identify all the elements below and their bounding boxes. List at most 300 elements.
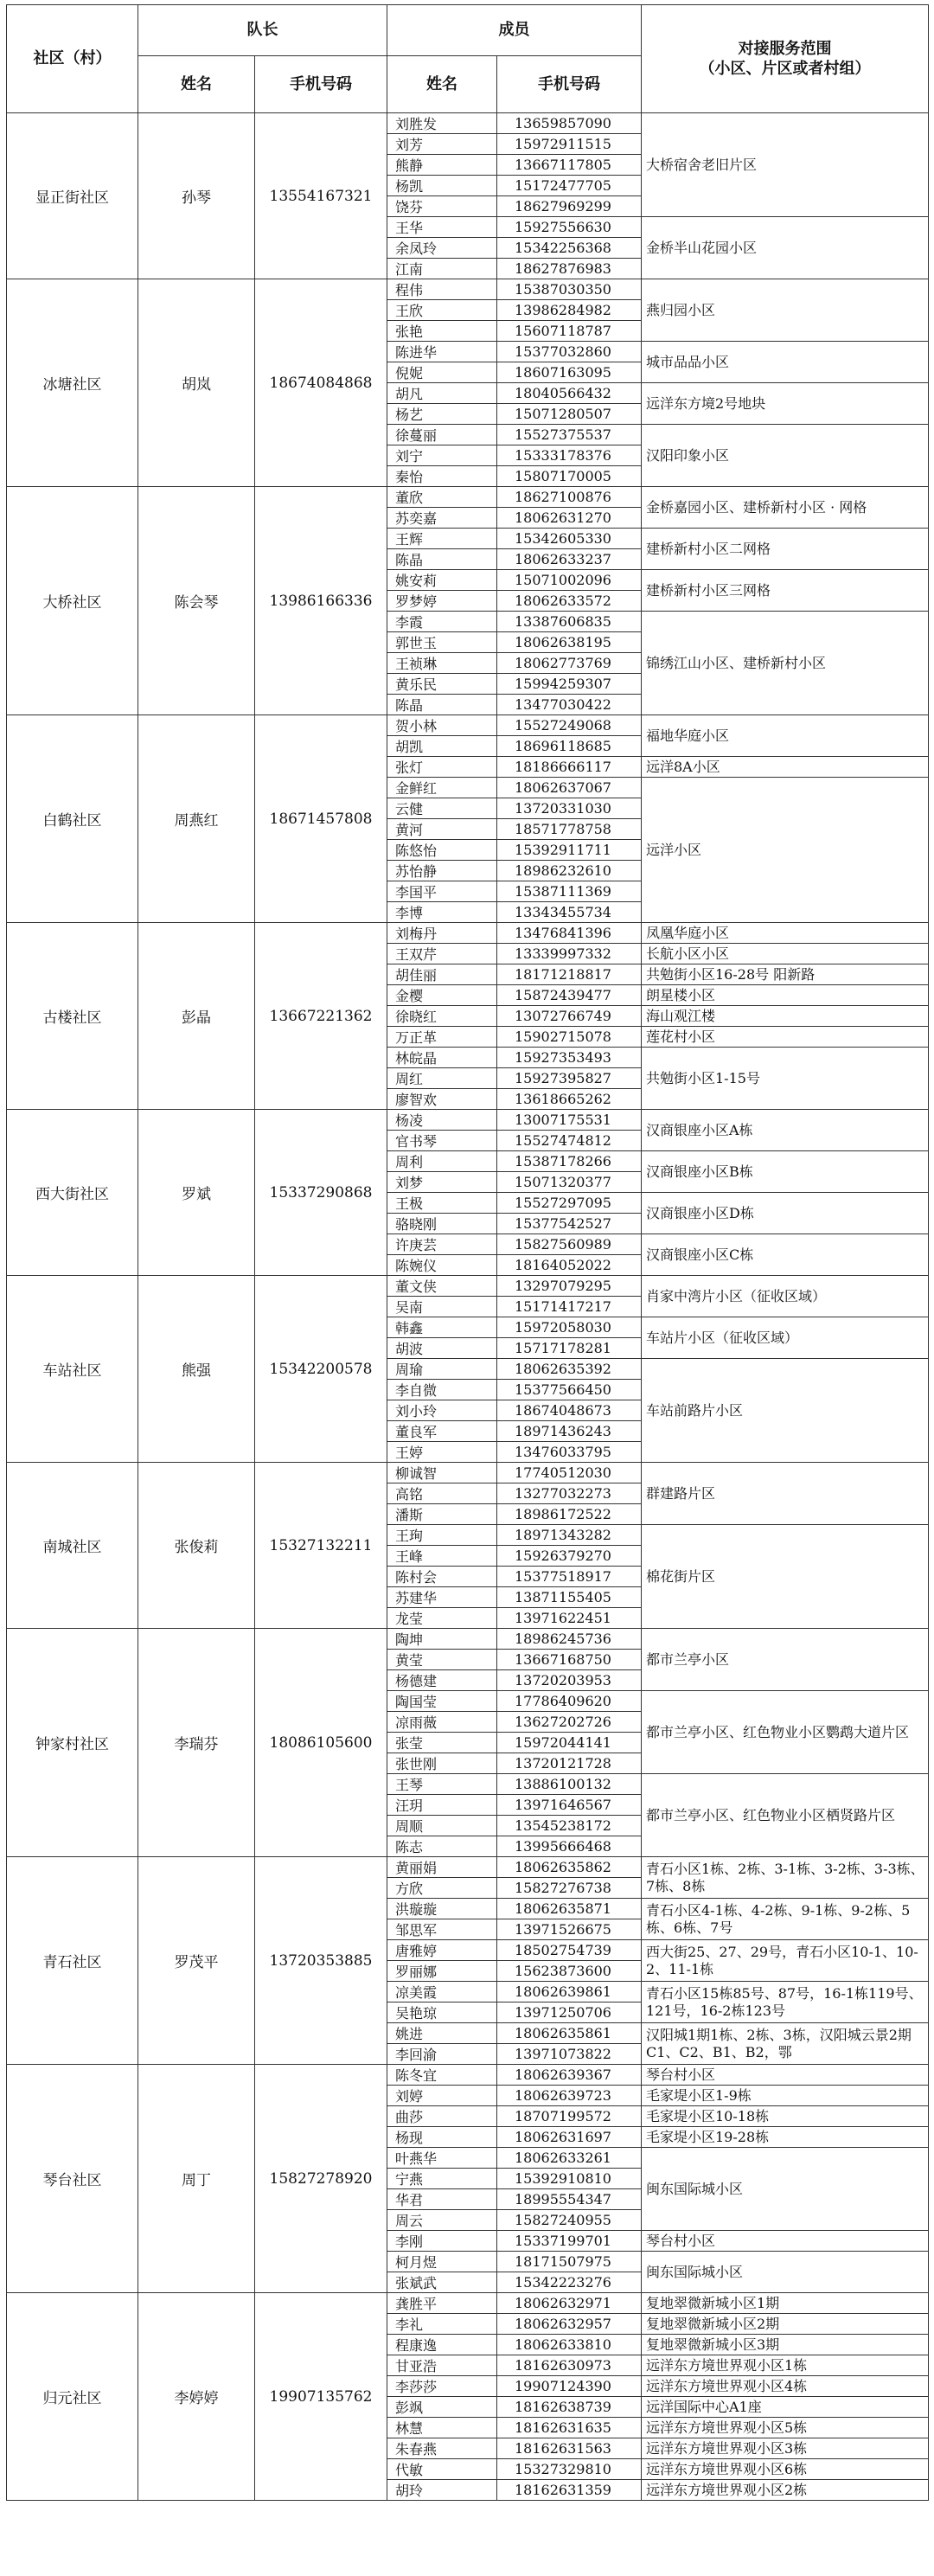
service-area: 金桥半山花园小区 (642, 217, 929, 279)
community-name: 琴台社区 (7, 2065, 138, 2293)
member-name: 董欣 (387, 487, 497, 508)
member-phone: 15387030350 (497, 279, 642, 300)
member-name: 胡佳丽 (387, 964, 497, 985)
member-name: 倪妮 (387, 362, 497, 383)
member-phone: 15071280507 (497, 404, 642, 425)
member-name: 高铭 (387, 1483, 497, 1504)
member-name: 许庚芸 (387, 1234, 497, 1255)
service-area: 远洋国际中心A1座 (642, 2397, 929, 2418)
service-area: 远洋东方境2号地块 (642, 383, 929, 425)
member-phone: 15927353493 (497, 1048, 642, 1068)
member-name: 吴南 (387, 1297, 497, 1317)
member-name: 熊静 (387, 155, 497, 176)
captain-phone: 15827278920 (255, 2065, 387, 2293)
captain-name: 熊强 (138, 1276, 255, 1463)
member-phone: 19907124390 (497, 2376, 642, 2397)
member-phone: 15342256368 (497, 238, 642, 259)
captain-name: 彭晶 (138, 923, 255, 1110)
service-area: 车站片小区（征收区域） (642, 1317, 929, 1359)
member-name: 胡玲 (387, 2480, 497, 2501)
member-name: 方欣 (387, 1878, 497, 1899)
member-name: 陈晶 (387, 695, 497, 715)
member-phone: 15071002096 (497, 570, 642, 591)
service-area: 复地翠微新城小区2期 (642, 2314, 929, 2335)
member-phone: 18571778758 (497, 819, 642, 840)
member-name: 余凤玲 (387, 238, 497, 259)
member-name: 黄乐民 (387, 674, 497, 695)
member-phone: 15337199701 (497, 2231, 642, 2252)
member-name: 杨凯 (387, 176, 497, 196)
member-name: 唐雅婷 (387, 1940, 497, 1961)
member-name: 凉美霞 (387, 1982, 497, 2002)
service-area: 大桥宿舍老旧片区 (642, 113, 929, 217)
table-row (7, 113, 929, 134)
member-name: 曲莎 (387, 2106, 497, 2127)
table-row (7, 1857, 929, 1878)
member-phone: 13971526675 (497, 1919, 642, 1940)
service-area: 青石小区15栋85号、87号，16-1栋119号、121号，16-2栋123号 (642, 1982, 929, 2023)
community-name: 西大街社区 (7, 1110, 138, 1276)
member-name: 刘梅丹 (387, 923, 497, 944)
captain-phone: 15327132211 (255, 1463, 387, 1629)
service-area: 远洋东方境世界观小区2栋 (642, 2480, 929, 2501)
col-header-member-phone: 手机号码 (497, 56, 642, 113)
member-phone: 15342605330 (497, 529, 642, 549)
service-area: 远洋东方境世界观小区1栋 (642, 2355, 929, 2376)
member-name: 陈婉仪 (387, 1255, 497, 1276)
member-phone: 13995666468 (497, 1836, 642, 1857)
service-area: 车站前路片小区 (642, 1359, 929, 1463)
member-name: 张世刚 (387, 1753, 497, 1774)
member-name: 柯月煜 (387, 2252, 497, 2272)
member-phone: 18062639723 (497, 2086, 642, 2106)
service-area: 复地翠微新城小区1期 (642, 2293, 929, 2314)
member-name: 汪玥 (387, 1795, 497, 1816)
captain-phone: 19907135762 (255, 2293, 387, 2501)
service-area: 群建路片区 (642, 1463, 929, 1525)
service-area: 毛家堤小区19-28栋 (642, 2127, 929, 2148)
community-name: 显正街社区 (7, 113, 138, 279)
member-name: 王华 (387, 217, 497, 238)
member-phone: 18062633237 (497, 549, 642, 570)
member-phone: 15333178376 (497, 445, 642, 466)
member-phone: 17740512030 (497, 1463, 642, 1483)
service-area: 凤凰华庭小区 (642, 923, 929, 944)
member-phone: 15392910810 (497, 2169, 642, 2189)
service-area: 建桥新村小区二网格 (642, 529, 929, 570)
service-area: 都市兰亭小区、红色物业小区栖贤路片区 (642, 1774, 929, 1857)
member-phone: 18164052022 (497, 1255, 642, 1276)
member-phone: 15927395827 (497, 1068, 642, 1089)
member-phone: 18062773769 (497, 653, 642, 674)
member-phone: 18162630973 (497, 2355, 642, 2376)
member-name: 李自微 (387, 1380, 497, 1400)
member-phone: 15387178266 (497, 1151, 642, 1172)
member-name: 官书琴 (387, 1131, 497, 1151)
captain-name: 周燕红 (138, 715, 255, 923)
member-phone: 18986172522 (497, 1504, 642, 1525)
member-name: 刘芳 (387, 134, 497, 155)
member-phone: 18062632971 (497, 2293, 642, 2314)
member-name: 龙莹 (387, 1608, 497, 1629)
member-name: 程伟 (387, 279, 497, 300)
member-phone: 18171218817 (497, 964, 642, 985)
member-name: 张莹 (387, 1733, 497, 1753)
member-phone: 18627876983 (497, 259, 642, 279)
member-name: 张斌武 (387, 2272, 497, 2293)
service-area: 汉商银座小区D栋 (642, 1193, 929, 1234)
service-area: 棉花街片区 (642, 1525, 929, 1629)
member-phone: 15071320377 (497, 1172, 642, 1193)
member-phone: 13659857090 (497, 113, 642, 134)
member-name: 王珣 (387, 1525, 497, 1546)
member-phone: 18062635861 (497, 2023, 642, 2044)
service-area: 共勉街小区16-28号 阳新路 (642, 964, 929, 985)
member-name: 王婷 (387, 1442, 497, 1463)
member-phone: 15527375537 (497, 425, 642, 445)
member-name: 陈冬宜 (387, 2065, 497, 2086)
service-area: 城市品品小区 (642, 342, 929, 383)
service-area: 远洋东方境世界观小区6栋 (642, 2459, 929, 2480)
member-phone: 18062635862 (497, 1857, 642, 1878)
service-area: 琴台村小区 (642, 2231, 929, 2252)
member-name: 陶国莹 (387, 1691, 497, 1712)
member-phone: 15827240955 (497, 2210, 642, 2231)
member-name: 胡凡 (387, 383, 497, 404)
member-name: 程康逸 (387, 2335, 497, 2355)
member-phone: 13720203953 (497, 1670, 642, 1691)
member-phone: 15827560989 (497, 1234, 642, 1255)
member-phone: 13007175531 (497, 1110, 642, 1131)
member-name: 云健 (387, 798, 497, 819)
member-name: 林皖晶 (387, 1048, 497, 1068)
service-area: 毛家堤小区1-9栋 (642, 2086, 929, 2106)
captain-phone: 18086105600 (255, 1629, 387, 1857)
member-name: 韩鑫 (387, 1317, 497, 1338)
captain-phone: 13986166336 (255, 487, 387, 715)
member-phone: 18995554347 (497, 2189, 642, 2210)
member-name: 胡凯 (387, 736, 497, 757)
captain-name: 罗斌 (138, 1110, 255, 1276)
member-phone: 15172477705 (497, 176, 642, 196)
member-phone: 18971436243 (497, 1421, 642, 1442)
member-phone: 18040566432 (497, 383, 642, 404)
member-phone: 15527297095 (497, 1193, 642, 1214)
member-phone: 13545238172 (497, 1816, 642, 1836)
service-area: 都市兰亭小区、红色物业小区鹦鹉大道片区 (642, 1691, 929, 1774)
member-name: 陈晶 (387, 549, 497, 570)
member-phone: 13667117805 (497, 155, 642, 176)
member-phone: 13618665262 (497, 1089, 642, 1110)
member-phone: 13072766749 (497, 1006, 642, 1027)
table-row (7, 1629, 929, 1650)
captain-phone: 13720353885 (255, 1857, 387, 2065)
member-phone: 13986284982 (497, 300, 642, 321)
member-phone: 18627969299 (497, 196, 642, 217)
service-area: 长航小区小区 (642, 944, 929, 964)
member-name: 宁燕 (387, 2169, 497, 2189)
table-body (7, 113, 929, 2501)
member-name: 李礼 (387, 2314, 497, 2335)
member-name: 刘宁 (387, 445, 497, 466)
member-phone: 15827276738 (497, 1878, 642, 1899)
member-name: 李国平 (387, 881, 497, 902)
member-name: 金鲜红 (387, 778, 497, 798)
service-area: 毛家堤小区10-18栋 (642, 2106, 929, 2127)
member-name: 柳诚智 (387, 1463, 497, 1483)
community-name: 大桥社区 (7, 487, 138, 715)
captain-name: 李瑞芬 (138, 1629, 255, 1857)
member-name: 陈进华 (387, 342, 497, 362)
service-area: 莲花村小区 (642, 1027, 929, 1048)
service-area: 金桥嘉园小区、建桥新村小区 · 网格 (642, 487, 929, 529)
service-area: 青石小区1栋、2栋、3-1栋、3-2栋、3-3栋、7栋、8栋 (642, 1857, 929, 1899)
member-phone: 13339997332 (497, 944, 642, 964)
service-area: 锦绣江山小区、建桥新村小区 (642, 612, 929, 715)
member-name: 廖智欢 (387, 1089, 497, 1110)
member-name: 叶燕华 (387, 2148, 497, 2169)
service-area: 共勉街小区1-15号 (642, 1048, 929, 1110)
member-name: 华君 (387, 2189, 497, 2210)
member-name: 甘亚浩 (387, 2355, 497, 2376)
table-row (7, 715, 929, 736)
member-phone: 13476033795 (497, 1442, 642, 1463)
member-phone: 15327329810 (497, 2459, 642, 2480)
table-row (7, 279, 929, 300)
member-name: 林慧 (387, 2418, 497, 2438)
member-phone: 15377518917 (497, 1567, 642, 1587)
member-phone: 18186666117 (497, 757, 642, 778)
member-name: 龚胜平 (387, 2293, 497, 2314)
member-phone: 15527249068 (497, 715, 642, 736)
member-phone: 18607163095 (497, 362, 642, 383)
member-phone: 15377566450 (497, 1380, 642, 1400)
member-phone: 13971073822 (497, 2044, 642, 2065)
member-phone: 13627202726 (497, 1712, 642, 1733)
member-name: 王双芹 (387, 944, 497, 964)
member-name: 凉雨薇 (387, 1712, 497, 1733)
captain-phone: 13554167321 (255, 113, 387, 279)
member-phone: 18502754739 (497, 1940, 642, 1961)
member-phone: 18674048673 (497, 1400, 642, 1421)
member-phone: 15927556630 (497, 217, 642, 238)
member-name: 万正革 (387, 1027, 497, 1048)
service-area: 肖家中湾片小区（征收区域） (642, 1276, 929, 1317)
member-name: 王辉 (387, 529, 497, 549)
member-phone: 15972044141 (497, 1733, 642, 1753)
service-area: 复地翠微新城小区3期 (642, 2335, 929, 2355)
col-header-members: 成员 (387, 5, 642, 56)
table-row (7, 923, 929, 944)
member-name: 陶坤 (387, 1629, 497, 1650)
member-name: 徐蔓丽 (387, 425, 497, 445)
col-header-captain-phone: 手机号码 (255, 56, 387, 113)
member-phone: 15807170005 (497, 466, 642, 487)
member-phone: 18162638739 (497, 2397, 642, 2418)
member-name: 朱春燕 (387, 2438, 497, 2459)
captain-name: 胡岚 (138, 279, 255, 487)
member-name: 张灯 (387, 757, 497, 778)
table-row (7, 487, 929, 508)
member-name: 罗丽娜 (387, 1961, 497, 1982)
member-name: 徐晓红 (387, 1006, 497, 1027)
member-phone: 18062635392 (497, 1359, 642, 1380)
captain-name: 罗茂平 (138, 1857, 255, 2065)
member-phone: 13477030422 (497, 695, 642, 715)
member-name: 周云 (387, 2210, 497, 2231)
member-name: 杨现 (387, 2127, 497, 2148)
member-name: 董文侠 (387, 1276, 497, 1297)
captain-name: 陈会琴 (138, 487, 255, 715)
member-phone: 17786409620 (497, 1691, 642, 1712)
community-name: 归元社区 (7, 2293, 138, 2501)
member-name: 彭飒 (387, 2397, 497, 2418)
service-area: 远洋小区 (642, 778, 929, 923)
member-name: 黄莹 (387, 1650, 497, 1670)
member-phone: 15972911515 (497, 134, 642, 155)
service-area: 远洋东方境世界观小区3栋 (642, 2438, 929, 2459)
member-phone: 13476841396 (497, 923, 642, 944)
member-name: 苏奕嘉 (387, 508, 497, 529)
member-name: 周利 (387, 1151, 497, 1172)
member-phone: 18986232610 (497, 861, 642, 881)
col-header-captain-name: 姓名 (138, 56, 255, 113)
table-row (7, 1463, 929, 1483)
member-name: 江南 (387, 259, 497, 279)
member-phone: 13720121728 (497, 1753, 642, 1774)
service-area: 燕归园小区 (642, 279, 929, 342)
member-phone: 15392911711 (497, 840, 642, 861)
member-phone: 18062632957 (497, 2314, 642, 2335)
captain-phone: 13667221362 (255, 923, 387, 1110)
col-header-captain: 队长 (138, 5, 387, 56)
service-area: 闽东国际城小区 (642, 2252, 929, 2293)
member-name: 陈村会 (387, 1567, 497, 1587)
service-area: 汉商银座小区A栋 (642, 1110, 929, 1151)
member-name: 吴艳琼 (387, 2002, 497, 2023)
member-name: 苏怡静 (387, 861, 497, 881)
community-name: 古楼社区 (7, 923, 138, 1110)
member-phone: 18062633261 (497, 2148, 642, 2169)
member-name: 洪璇璇 (387, 1899, 497, 1919)
service-area: 远洋8A小区 (642, 757, 929, 778)
member-phone: 13667168750 (497, 1650, 642, 1670)
service-area: 朗星楼小区 (642, 985, 929, 1006)
scope-title: 对接服务范围 (738, 39, 832, 58)
scope-subtitle: （小区、片区或者村组） (699, 60, 871, 78)
member-name: 苏建华 (387, 1587, 497, 1608)
service-area: 远洋东方境世界观小区5栋 (642, 2418, 929, 2438)
member-name: 刘胜发 (387, 113, 497, 134)
table-row (7, 1110, 929, 1131)
member-name: 黄丽娟 (387, 1857, 497, 1878)
community-name: 钟家村社区 (7, 1629, 138, 1857)
member-name: 李博 (387, 902, 497, 923)
member-name: 杨德建 (387, 1670, 497, 1691)
member-name: 李刚 (387, 2231, 497, 2252)
member-phone: 18971343282 (497, 1525, 642, 1546)
captain-phone: 18671457808 (255, 715, 387, 923)
service-area: 青石小区4-1栋、4-2栋、9-1栋、9-2栋、5栋、6栋、7号 (642, 1899, 929, 1940)
member-name: 罗梦婷 (387, 591, 497, 612)
member-name: 周瑜 (387, 1359, 497, 1380)
member-name: 张艳 (387, 321, 497, 342)
member-phone: 18062638195 (497, 632, 642, 653)
community-name: 南城社区 (7, 1463, 138, 1629)
member-phone: 18062631697 (497, 2127, 642, 2148)
service-area: 汉商银座小区B栋 (642, 1151, 929, 1193)
member-phone: 18062639861 (497, 1982, 642, 2002)
member-name: 代敏 (387, 2459, 497, 2480)
table-row (7, 1276, 929, 1297)
service-area: 西大街25、27、29号，青石小区10-1、10-2、11-1栋 (642, 1940, 929, 1982)
member-phone: 15717178281 (497, 1338, 642, 1359)
community-name: 青石社区 (7, 1857, 138, 2065)
member-phone: 13971250706 (497, 2002, 642, 2023)
member-name: 李霞 (387, 612, 497, 632)
service-area: 汉阳城1期1栋、2栋、3栋，汉阳城云景2期C1、C2、B1、B2，鄂 (642, 2023, 929, 2065)
service-area: 闽东国际城小区 (642, 2148, 929, 2231)
duty-team-table (6, 4, 929, 2501)
member-name: 王极 (387, 1193, 497, 1214)
member-phone: 18696118685 (497, 736, 642, 757)
member-phone: 18062639367 (497, 2065, 642, 2086)
member-name: 李莎莎 (387, 2376, 497, 2397)
member-name: 贺小林 (387, 715, 497, 736)
member-name: 郭世玉 (387, 632, 497, 653)
member-name: 董良军 (387, 1421, 497, 1442)
member-phone: 18627100876 (497, 487, 642, 508)
service-area: 海山观江楼 (642, 1006, 929, 1027)
service-area: 远洋东方境世界观小区4栋 (642, 2376, 929, 2397)
member-phone: 18171507975 (497, 2252, 642, 2272)
captain-phone: 15342200578 (255, 1276, 387, 1463)
member-phone: 15377542527 (497, 1214, 642, 1234)
captain-name: 李婷婷 (138, 2293, 255, 2501)
member-phone: 18162631563 (497, 2438, 642, 2459)
member-phone: 18162631635 (497, 2418, 642, 2438)
captain-name: 周丁 (138, 2065, 255, 2293)
captain-name: 孙琴 (138, 113, 255, 279)
member-phone: 13971646567 (497, 1795, 642, 1816)
member-phone: 13720331030 (497, 798, 642, 819)
member-name: 杨凌 (387, 1110, 497, 1131)
member-phone: 13971622451 (497, 1608, 642, 1629)
captain-phone: 18674084868 (255, 279, 387, 487)
member-phone: 15171417217 (497, 1297, 642, 1317)
member-phone: 18707199572 (497, 2106, 642, 2127)
member-name: 姚进 (387, 2023, 497, 2044)
member-name: 李回渝 (387, 2044, 497, 2065)
col-header-scope (642, 5, 929, 113)
member-phone: 13343455734 (497, 902, 642, 923)
community-name: 车站社区 (7, 1276, 138, 1463)
member-name: 胡波 (387, 1338, 497, 1359)
member-phone: 15607118787 (497, 321, 642, 342)
member-name: 姚安莉 (387, 570, 497, 591)
member-phone: 13871155405 (497, 1587, 642, 1608)
member-name: 刘婷 (387, 2086, 497, 2106)
member-phone: 15902715078 (497, 1027, 642, 1048)
community-name: 白鹤社区 (7, 715, 138, 923)
member-phone: 15926379270 (497, 1546, 642, 1567)
table-row (7, 2065, 929, 2086)
col-header-community: 社区（村） (7, 5, 138, 113)
col-header-member-name: 姓名 (387, 56, 497, 113)
service-area: 都市兰亭小区 (642, 1629, 929, 1691)
member-name: 金樱 (387, 985, 497, 1006)
member-phone: 15342223276 (497, 2272, 642, 2293)
